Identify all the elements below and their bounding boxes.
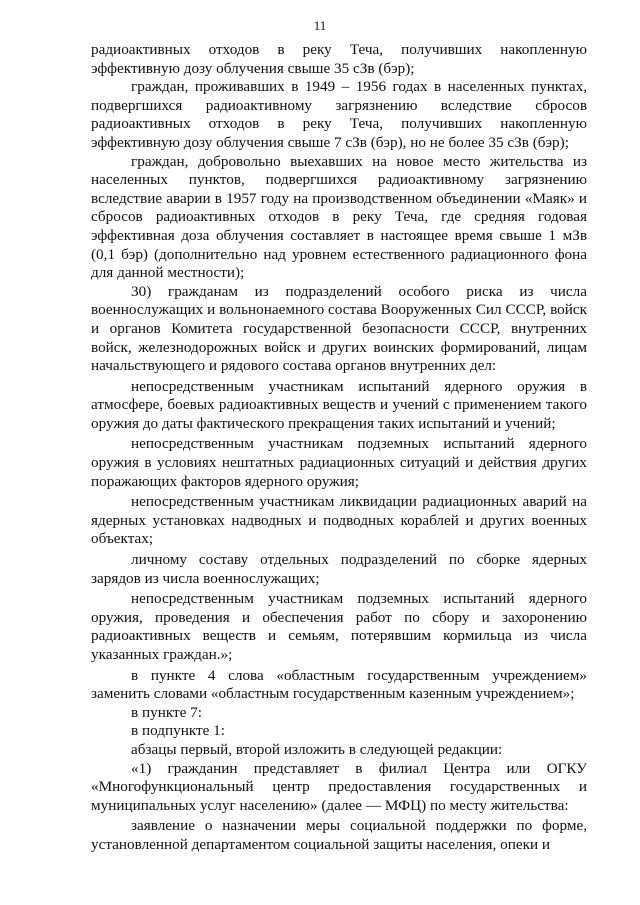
paragraph-atmospheric-tests: непосредственным участникам испытаний ядерного оружия в атмосфере, боевых радиоактивных веществ и учений с применением такого оружия до даты фактического прекращения таких испытаний и учений;	[91, 377, 587, 432]
paragraph-assembly-personnel: личному составу отдельных подразделений по сборке ядерных зарядов из числа военнослужащих;	[91, 551, 587, 587]
document-body	[91, 41, 587, 855]
paragraph-accident-liquidation: непосредственным участникам ликвидации радиационных аварий на ядерных установках надводных и подводных кораблей и других военных объектах;	[91, 493, 587, 548]
page-number: 11	[313, 18, 327, 33]
paragraph-techa-35: радиоактивных отходов в реку Теча, получивших накопленную эффективную дозу облучения свыше 35 сЗв (бэр);	[91, 41, 587, 77]
paragraph-new-wording: абзацы первый, второй изложить в следующей редакции:	[131, 740, 503, 758]
paragraph-underground-tests: непосредственным участникам подземных испытаний ядерного оружия в условиях нештатных радиационных ситуаций и действия других поражающих факторов ядерного оружия;	[91, 435, 587, 490]
paragraph-citizen-submits: «1) гражданин представляет в филиал Центра или ОГКУ «Многофункциональный центр предоставления государственных и муниципальных услуг населению» (далее — МФЦ) по месту жительства:	[91, 759, 587, 814]
paragraph-item-30: 30) гражданам из подразделений особого риска из числа военнослужащих и вольнонаемного состава Вооруженных Сил СССР, войск и органов Комитета государственной безопасности СССР, внутренних войск, железнодорожных войск и других воинских формирований, лицам начальствующего и рядового состава органов внутренних дел:	[91, 282, 587, 375]
paragraph-application: заявление о назначении меры социальной поддержки по форме, установленной департаментом социальной защиты населения, опеки и	[91, 817, 587, 853]
paragraph-residents-1949-1956: граждан, проживавших в 1949 – 1956 годах в населенных пунктах, подвергшихся радиоактивному загрязнению вследствие сбросов радиоактивных отходов в реку Теча, получивших накопленную эффективную дозу облучения свыше 7 сЗв (бэр), но не более 35 сЗв (бэр);	[91, 78, 587, 151]
paragraph-clause-7: в пункте 7:	[131, 703, 202, 721]
paragraph-waste-burial: непосредственным участникам подземных испытаний ядерного оружия, проведения и обеспечения работ по сбору и захоронению радиоактивных веществ и семьям, потерявшим кормильца из числа указанных граждан.»;	[91, 590, 587, 663]
paragraph-subclause-1: в подпункте 1:	[131, 722, 225, 740]
paragraph-voluntary-relocation: граждан, добровольно выехавших на новое место жительства из населенных пунктов, подвергшихся радиоактивному загрязнению вследствие аварии в 1957 году на производственном объединении «Маяк» и сбросов радиоактивных отходов в реку Теча, где средняя годовая эффективная доза облучения составляет в настоящее время свыше 1 мЗв (0,1 бэр) (дополнительно над уровнем естественного радиационного фона для данной местности);	[91, 152, 587, 282]
paragraph-clause-4: в пункте 4 слова «областным государственным учреждением» заменить словами «областным государственным казенным учреждением»;	[91, 666, 587, 703]
